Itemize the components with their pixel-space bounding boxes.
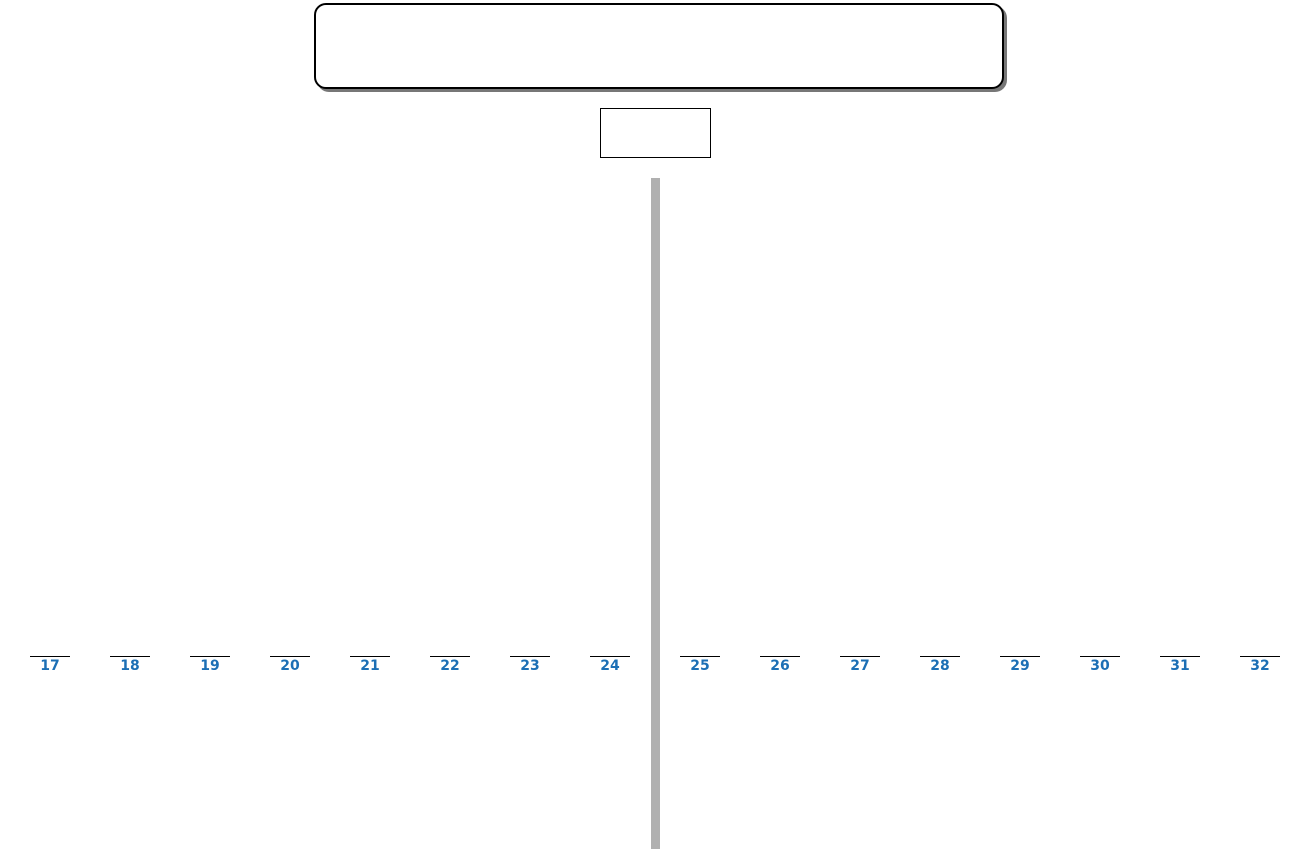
bracket-line xyxy=(510,656,550,657)
bracket-line xyxy=(350,656,390,657)
match-number: 30 xyxy=(1090,658,1110,674)
bracket-line xyxy=(590,656,630,657)
center-divider xyxy=(651,178,660,849)
bracket-line xyxy=(270,656,310,657)
match-number: 17 xyxy=(40,658,60,674)
champion-box xyxy=(600,108,711,158)
bracket-line xyxy=(920,656,960,657)
bracket-line xyxy=(110,656,150,657)
bracket-line xyxy=(680,656,720,657)
match-number: 19 xyxy=(200,658,220,674)
bracket-line xyxy=(1080,656,1120,657)
title-box xyxy=(314,3,1004,89)
bracket-line xyxy=(430,656,470,657)
bracket-line xyxy=(1000,656,1040,657)
match-number: 21 xyxy=(360,658,380,674)
bracket-line xyxy=(190,656,230,657)
match-number: 20 xyxy=(280,658,300,674)
match-number: 27 xyxy=(850,658,870,674)
match-number: 18 xyxy=(120,658,140,674)
match-number: 22 xyxy=(440,658,460,674)
bracket-line xyxy=(1240,656,1280,657)
match-number: 31 xyxy=(1170,658,1190,674)
match-number: 28 xyxy=(930,658,950,674)
bracket-line xyxy=(30,656,70,657)
match-number: 24 xyxy=(600,658,620,674)
bracket-line xyxy=(840,656,880,657)
bracket-line xyxy=(1160,656,1200,657)
match-number: 32 xyxy=(1250,658,1270,674)
match-number: 25 xyxy=(690,658,710,674)
match-number: 26 xyxy=(770,658,790,674)
match-number: 23 xyxy=(520,658,540,674)
bracket-line xyxy=(760,656,800,657)
match-number: 29 xyxy=(1010,658,1030,674)
